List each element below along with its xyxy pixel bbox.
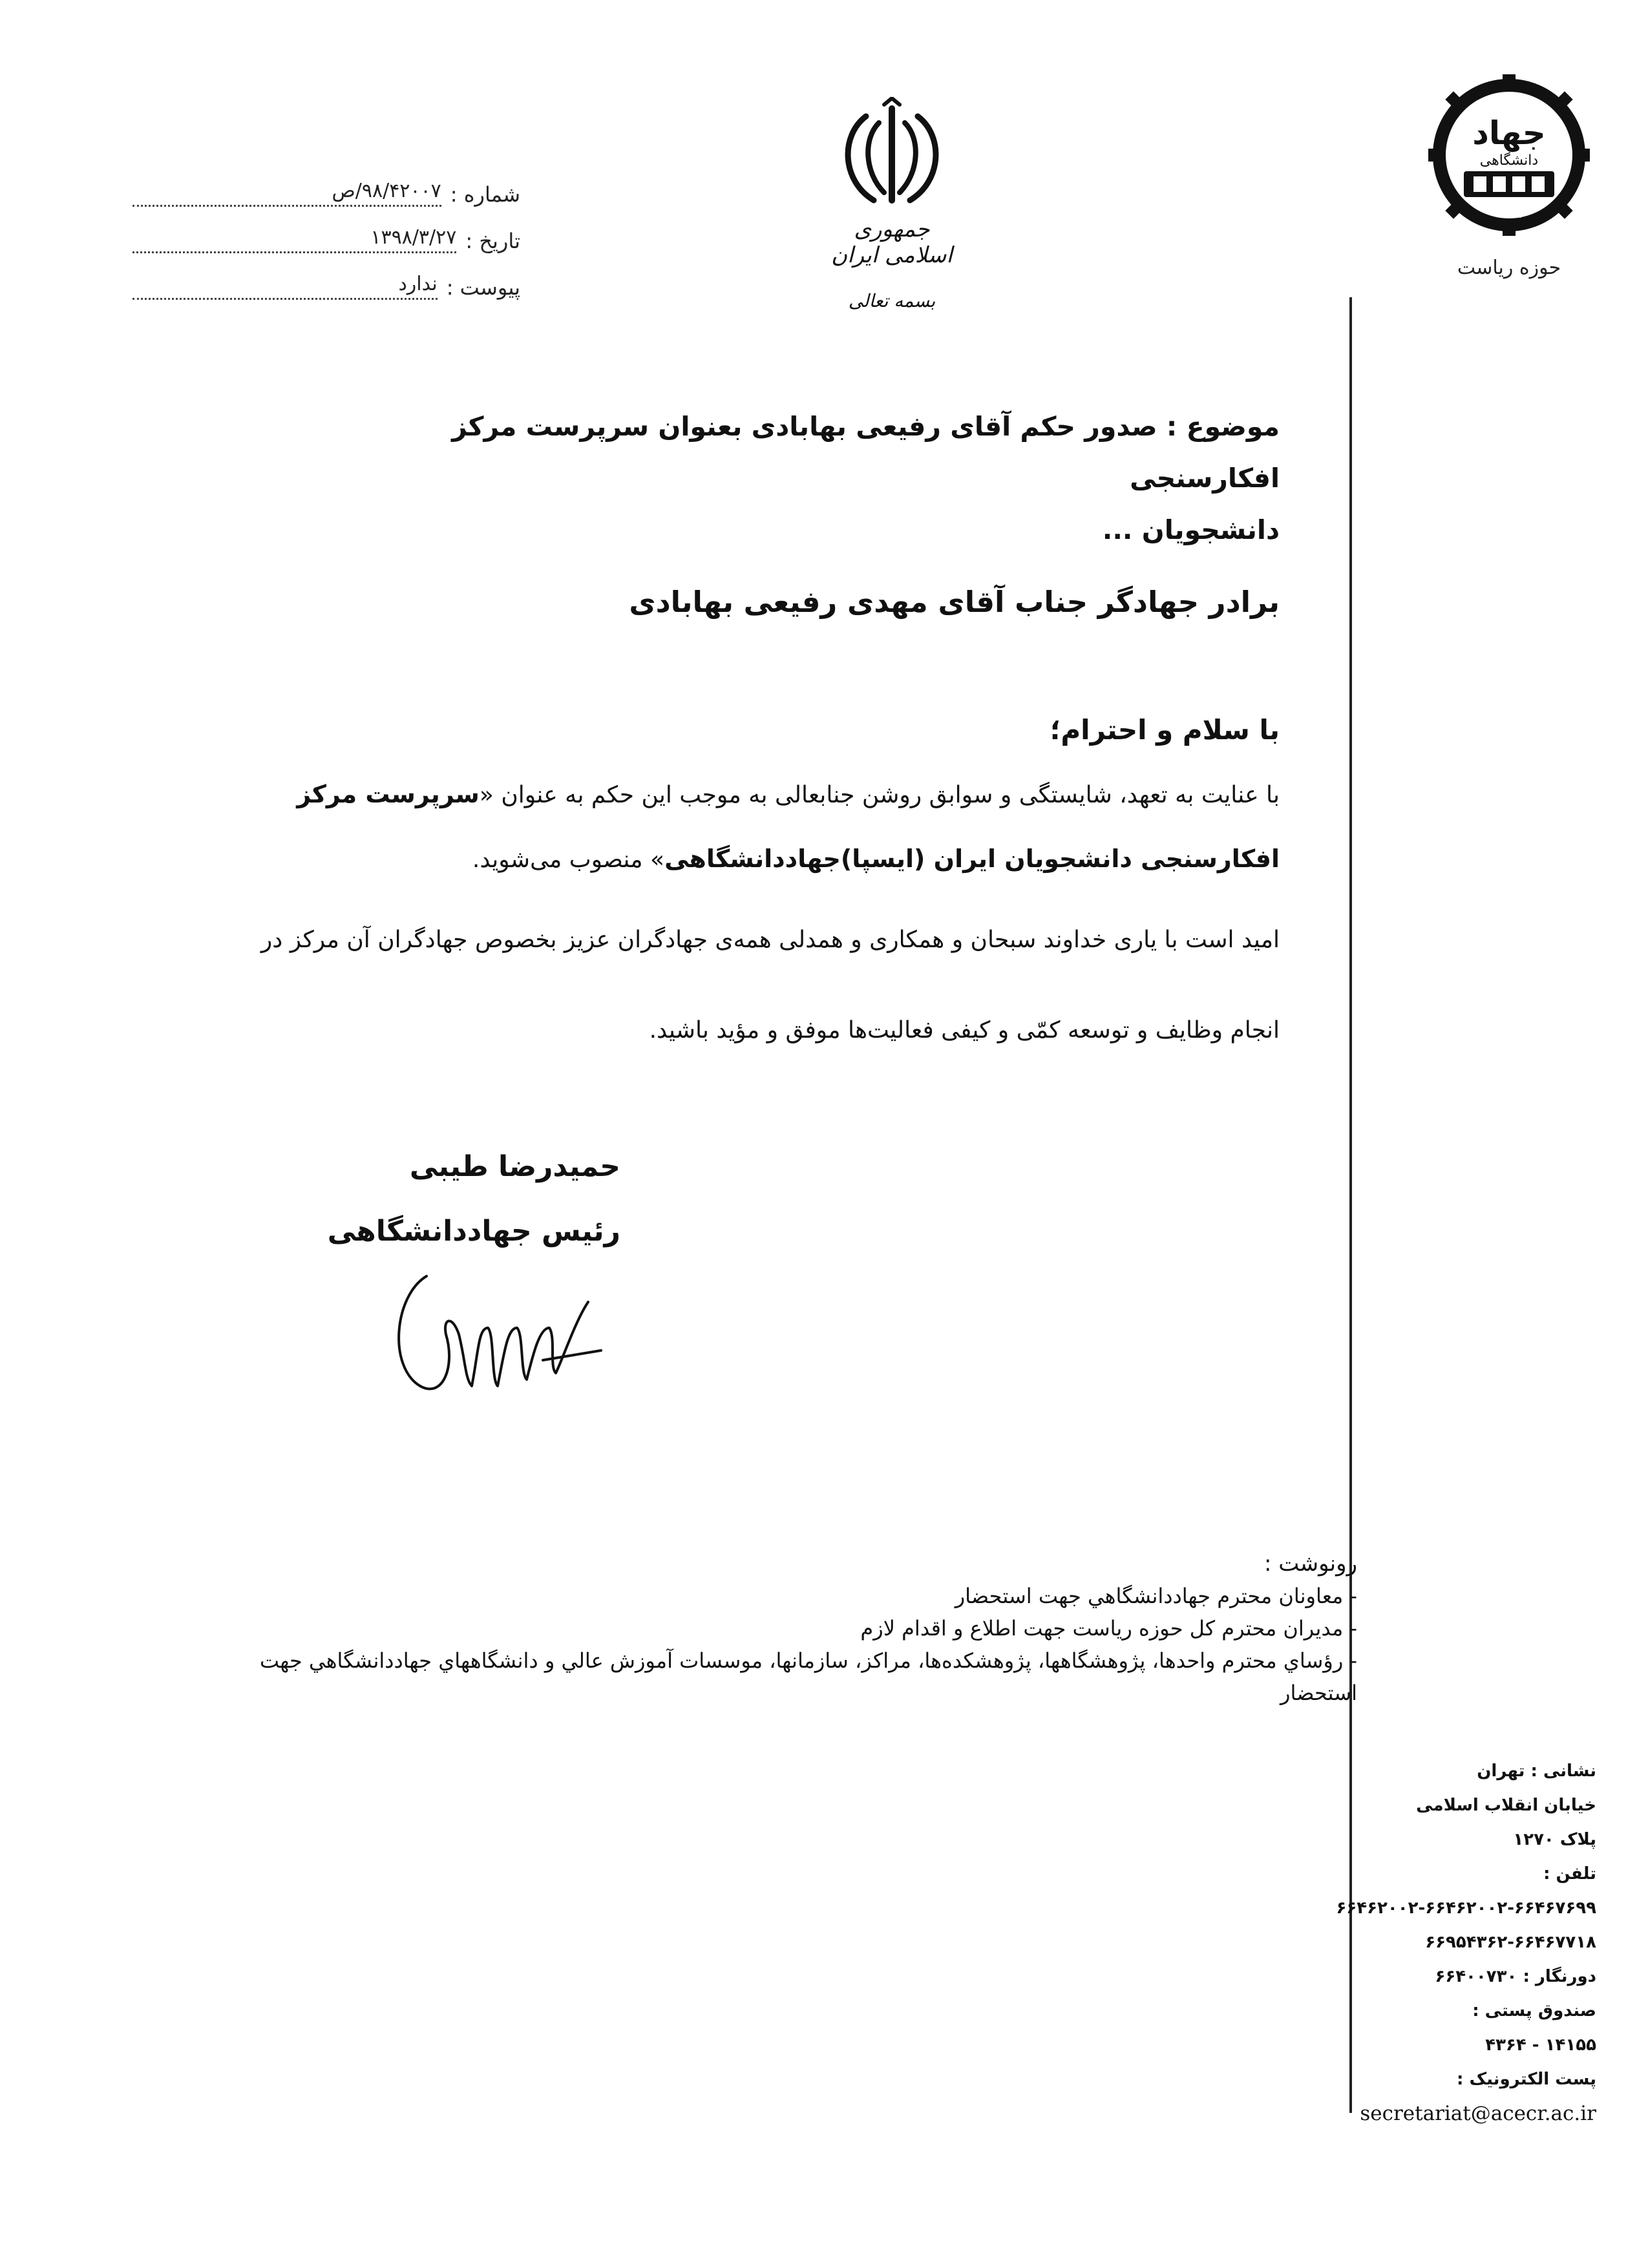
cc-item: - مديران محترم كل حوزه رياست جهت اطلاع و اقدام لازم <box>860 1616 1357 1641</box>
letter-attachment-label: پیوست : <box>446 275 520 300</box>
address-street: خیابان انقلاب اسلامی <box>1416 1796 1596 1815</box>
logo-subtitle-text: دانشگاهی <box>1479 152 1539 169</box>
letter-date-label: تاریخ : <box>465 229 520 253</box>
contact-address <box>1325 1754 1596 2131</box>
letter-addressee: برادر جهادگر جناب آقای مهدی رفیعی بهابادی <box>629 585 1280 619</box>
acecr-gear-logo-icon <box>1428 74 1590 236</box>
address-fax: دورنگار : ۶۶۴۰۰۷۳۰ <box>1435 1967 1596 1986</box>
address-email: secretariat@acecr.ac.ir <box>1360 2102 1596 2125</box>
logo-title-text: جهاد <box>1472 114 1546 152</box>
letter-date-value: ۱۳۹۸/۳/۲۷ <box>132 226 456 253</box>
cc-item: - معاونان محترم جهاددانشگاهي جهت استحضار <box>955 1584 1357 1608</box>
address-plaque: پلاک ۱۲۷۰ <box>1513 1830 1596 1849</box>
appointment-text-end: » منصوب می‌شوید. <box>472 846 665 873</box>
address-phone: تلفن : ۶۶۴۶۷۶۹۹-۶۶۴۶۲۰۰۲-۶۶۴۶۲۰۰۲ <box>1336 1864 1596 1918</box>
address-city: نشانی : تهران <box>1477 1761 1596 1781</box>
address-pobox: ۱۴۱۵۵ - ۴۳۶۴ <box>1485 2035 1596 2055</box>
letter-attachment-row <box>132 260 520 300</box>
address-email-label: پست الکترونیک : <box>1457 2070 1596 2089</box>
iran-emblem-icon <box>827 97 956 210</box>
subject-line-2: دانشجویان ... <box>1102 514 1280 545</box>
signatory-name: حمیدرضا طیبی <box>409 1150 620 1183</box>
acecr-logo <box>1422 74 1596 279</box>
appointment-paragraph <box>259 762 1280 892</box>
letter-date-row <box>132 213 520 253</box>
bismillah: بسمه تعالی <box>848 290 936 311</box>
letter-number-row <box>132 167 520 207</box>
emblem-caption: جمهوری اسلامی ایران <box>831 216 953 268</box>
letter-subject <box>297 401 1280 556</box>
wish-paragraph: امید است با یاری خداوند سبحان و همکاری و همدلی همه‌ی جهادگران عزیز بخصوص جهادگران آن مرکز در انجام وظایف و توسعه کمّی و کیفی فعالیت‌ها موفق و مؤید باشید. <box>260 927 1280 1044</box>
letter-number-label: شماره : <box>450 182 520 207</box>
logo-year-text: ۱۳۵۹ <box>1496 207 1522 221</box>
address-pobox-label: صندوق پستی : <box>1472 2001 1596 2021</box>
signatory-title: رئیس جهاددانشگاهی <box>327 1215 620 1248</box>
department-name: حوزه ریاست <box>1457 257 1561 279</box>
appointment-text-start: با عنایت به تعهد، شایستگی و سوابق روشن جنابعالی به موجب این حکم به عنوان « <box>479 782 1280 808</box>
national-emblem <box>818 97 966 311</box>
letter-attachment-value: ندارد <box>132 273 438 300</box>
cc-heading: رونوشت : <box>1263 1551 1357 1577</box>
cc-item: - رؤساي محترم واحدها، پژوهشگاهها، پژوهشكده‌ها، مراكز، سازمانها، موسسات آموزش عالي و دانشگاههاي جهاددانشگاهي جهت استحضار <box>259 1648 1357 1705</box>
cc-list <box>259 1548 1357 1709</box>
subject-line-1: موضوع : صدور حکم آقای رفیعی بهابادی بعنوان سرپرست مرکز افکارسنجی <box>452 411 1280 494</box>
letter-greeting: با سلام و احترام؛ <box>1050 714 1280 746</box>
appointment-position: سرپرست مرکز افکارسنجی دانشجویان ایران (ایسپا)جهاددانشگاهی <box>297 780 1280 873</box>
address-phone-2: ۶۶۹۵۴۳۶۲-۶۶۴۶۷۷۱۸ <box>1425 1933 1596 1952</box>
handwritten-signature <box>381 1257 614 1418</box>
letter-number-value: ۹۸/۴۲۰۰۷/ص <box>132 180 441 207</box>
